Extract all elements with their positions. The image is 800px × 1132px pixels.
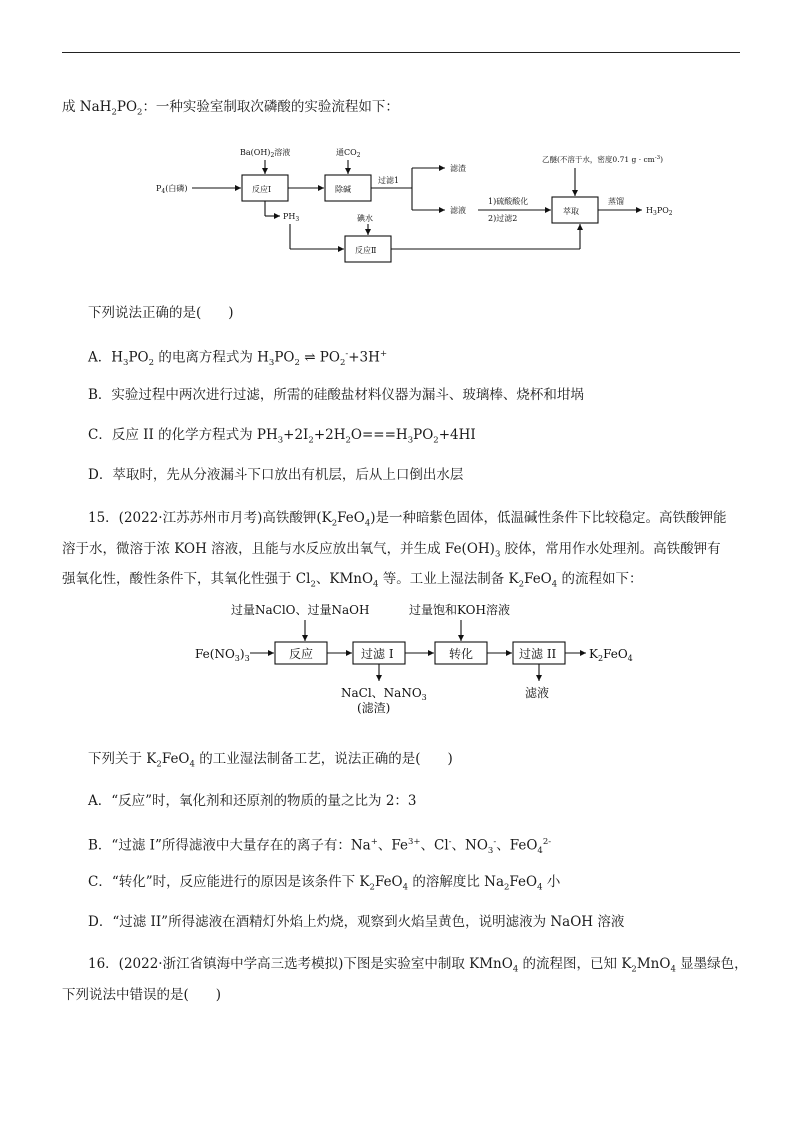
reactor-1-label: 反应Ⅰ xyxy=(252,185,272,194)
filter-2-label: 2)过滤2 xyxy=(488,214,518,223)
q15-option-b: B．“过滤 I”所得滤液中大量存在的离子有：Na+、$Fe^{3+}$、Cl-、$NO_3^-$、FeO$_4^{2-}$ xyxy=(88,837,552,857)
q15-line-3: 强氧化性，酸性条件下，其氧化性强于 $Cl_2$、KMnO$_4$ 等。工业上湿法制备 $K_2FeO_4$ 的流程如下： xyxy=(62,571,643,590)
filtrate-label: 滤液 xyxy=(450,206,466,215)
filtrate-label: 滤液 xyxy=(525,686,550,700)
filter-1-label: 过滤1 xyxy=(378,176,400,185)
reagent-1-label: 过量NaClO、过量NaOH xyxy=(231,603,370,617)
ph3-label: $PH_3$ xyxy=(283,212,300,223)
feed-label: $Fe(NO_3)_3$ xyxy=(195,647,250,663)
q15-stem: 下列关于 $K_2FeO_4$ 的工业湿法制备工艺，说法正确的是( ) xyxy=(88,751,453,770)
box-reaction-label: 反应 xyxy=(289,647,314,661)
product-label: $H_3PO_2$ xyxy=(646,206,673,217)
residue-label: 滤渣 xyxy=(450,164,466,173)
q14-option-b: B．实验过程中两次进行过滤，所需的硅酸盐材料仪器为漏斗、玻璃棒、烧杯和坩埚 xyxy=(88,387,584,403)
q15-line-1: 15．(2022·江苏苏州市月考)高铁酸钾$(K_2FeO_4)$是一种暗紫色固体，低温碱性条件下比较稳定。高铁酸钾能 xyxy=(88,510,727,529)
q15-line-2: 溶于水，微溶于浓 KOH 溶液，且能与水反应放出氧气，并生成 $Fe(OH)_3$ 胶体，常用作水处理剂。高铁酸钾有 xyxy=(62,541,721,560)
q15-option-d: D．“过滤 II”所得滤液在酒精灯外焰上灼烧，观察到火焰呈黄色，说明滤液为 NaOH 溶液 xyxy=(88,914,625,930)
flowchart-k2feo4 xyxy=(195,600,665,722)
q14-stem: 下列说法正确的是( ) xyxy=(88,305,234,321)
box-transform-label: 转化 xyxy=(449,647,474,661)
iodine-label: 碘水 xyxy=(357,214,373,223)
solids-label: NaCl、NaNO$_3$ xyxy=(341,686,427,702)
solids-note: (滤渣) xyxy=(357,701,391,715)
extract-label: 萃取 xyxy=(563,207,579,216)
q15-option-c: C．“转化”时，反应能进行的原因是该条件下 $K_2FeO_4$ 的溶解度比 $Na_2FeO_4$ 小 xyxy=(88,874,561,893)
distill-label: 蒸馏 xyxy=(608,197,624,206)
acidify-label: 1)硫酸酸化 xyxy=(488,197,529,206)
box-filter-1-label: 过滤 I xyxy=(361,647,394,661)
reactor-2-label: 反应Ⅱ xyxy=(355,246,377,255)
q15-option-a: A．“反应”时，氧化剂和还原剂的物质的量之比为 2：3 xyxy=(88,793,417,809)
p4-label: $P_4$(白磷) xyxy=(156,184,188,195)
q14-option-c: C．反应 II 的化学方程式为 $PH_3+2I_2+2H_2O===H_3PO_2+4HI$ xyxy=(88,427,476,446)
decarb-label: 除碱 xyxy=(335,185,351,194)
flowchart-hypophosphorous-acid xyxy=(150,138,690,266)
q16-line-1: 16．(2022·浙江省镇海中学高三选考模拟)下图是实验室中制取 KMnO$_4$ 的流程图，已知 $K_2MnO_4$ 显墨绿色， xyxy=(88,956,748,975)
baoh-label: $Ba(OH)_2$溶液 xyxy=(240,148,291,159)
q14-option-a: A．$H_3PO_2$ 的电离方程式为 $H_3PO_2$ ⇌ $PO_2^-+3H^+$ xyxy=(88,349,388,369)
header-rule xyxy=(62,52,740,53)
q16-line-2: 下列说法中错误的是( ) xyxy=(62,987,222,1003)
box-filter-2-label: 过滤 II xyxy=(519,647,557,661)
q14-option-d: D．萃取时，先从分液漏斗下口放出有机层，后从上口倒出水层 xyxy=(88,467,464,483)
product-label: $K_2FeO_4$ xyxy=(589,647,633,663)
co2-label: 通$CO_2$ xyxy=(336,148,361,159)
reagent-2-label: 过量饱和KOH溶液 xyxy=(409,603,510,617)
intro-line: 成 $NaH_2PO_2$：一种实验室制取次磷酸的实验流程如下： xyxy=(62,99,399,118)
ether-label: 乙醚(不溶于水，密度0.71 $g \cdot cm^{-3}$) xyxy=(542,155,664,164)
